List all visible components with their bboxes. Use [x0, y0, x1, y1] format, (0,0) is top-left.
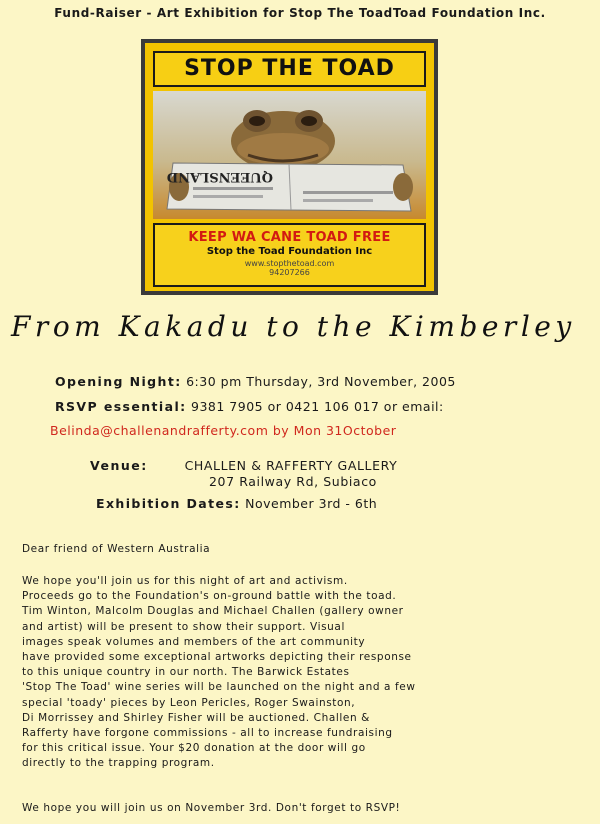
letter-line: for this critical issue. Your $20 donation at the door will go: [22, 742, 366, 755]
poster-foundation-name: Stop the Toad Foundation Inc: [206, 246, 373, 257]
rsvp-line: [55, 399, 444, 414]
opening-night-line: [55, 374, 456, 389]
venue-name: CHALLEN & RAFFERTY GALLERY: [184, 458, 398, 473]
venue-address: 207 Railway Rd, Subiaco: [209, 474, 377, 489]
poster-footer: [153, 223, 426, 287]
letter-line: and artist) will be present to show their support. Visual: [22, 620, 345, 633]
opening-value: 6:30 pm Thursday, 3rd November, 2005: [186, 374, 456, 389]
poster-phone: 94207266: [269, 268, 310, 277]
letter-line: Rafferty have forgone commissions - all to increase fundraising: [22, 727, 393, 740]
letter-line: 'Stop The Toad' wine series will be launched on the night and a few: [22, 681, 416, 694]
letter-line: directly to the trapping program.: [22, 757, 215, 770]
newspaper-headline: QUEENSLAND: [166, 169, 273, 184]
header-title: Fund-Raiser - Art Exhibition for Stop The ToadToad Foundation Inc.: [54, 6, 546, 20]
letter-line: Tim Winton, Malcolm Douglas and Michael Challen (gallery owner: [22, 605, 404, 618]
letter-line: We hope you'll join us for this night of art and activism.: [22, 575, 348, 587]
poster-website: www.stopthetoad.com: [244, 259, 335, 268]
rsvp-email-link[interactable]: Belinda@challenandrafferty.com by Mon 31October: [50, 423, 397, 438]
stop-the-toad-poster: [141, 39, 438, 295]
venue-block: [90, 458, 398, 489]
opening-label: Opening Night:: [55, 374, 182, 389]
exhibition-title: From Kakadu to the Kimberley: [11, 310, 576, 343]
toad-illustration: [153, 91, 426, 219]
poster-panel: [145, 43, 434, 291]
dates-value: November 3rd - 6th: [245, 496, 378, 511]
dates-label: Exhibition Dates:: [96, 496, 241, 511]
letter-body: [22, 574, 416, 772]
letter-greeting: Dear friend of Western Australia: [22, 543, 211, 555]
letter-line: special 'toady' pieces by Leon Pericles, Roger Swainston,: [22, 696, 356, 709]
venue-label: Venue:: [90, 458, 148, 473]
toad-reading-newspaper-icon: [153, 91, 426, 219]
rsvp-value: 9381 7905 or 0421 106 017 or email:: [191, 399, 444, 414]
letter-closing: We hope you will join us on November 3rd. Don't forget to RSVP!: [22, 802, 401, 814]
letter-line: to this unique country in our north. The Barwick Estates: [22, 666, 350, 679]
exhibition-dates-line: [96, 496, 377, 511]
rsvp-label: RSVP essential:: [55, 399, 187, 414]
poster-slogan: KEEP WA CANE TOAD FREE: [188, 230, 391, 245]
poster-title: STOP THE TOAD: [153, 51, 426, 87]
letter-line: images speak volumes and members of the art community: [22, 635, 366, 648]
letter-line: have provided some exceptional artworks depicting their response: [22, 651, 412, 664]
letter-line: Proceeds go to the Foundation's on-ground battle with the toad.: [22, 590, 397, 603]
letter-line: Di Morrissey and Shirley Fisher will be auctioned. Challen &: [22, 711, 370, 724]
